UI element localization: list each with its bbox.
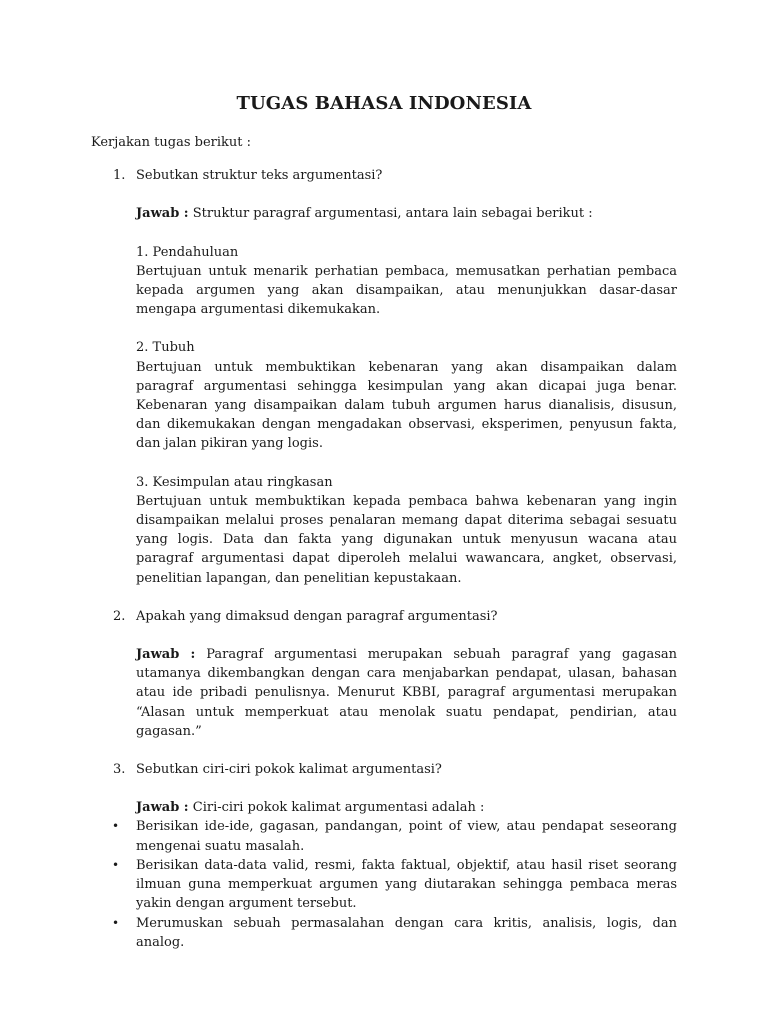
answer-text: Ciri-ciri pokok kalimat argumentasi adalah : [192,800,485,816]
question-item-2 [91,607,677,741]
answer-paragraph [136,645,677,741]
question-item-3 [91,760,677,817]
jawab-label: Jawab : [136,647,196,663]
question-number: 3. [113,762,126,778]
instruction-text: Kerjakan tugas berikut : [91,135,252,150]
question-text: Apakah yang dimaksud dengan paragraf argumentasi? [136,608,498,624]
characteristics-list [91,817,677,951]
point-body: Bertujuan untuk membuktikan kepada pembaca bahwa kebenaran yang ingin disampaikan melalui proses penalaran memang dapat diterima sebagai sesuatu yang logis. Data dan fakta yang digunakan untuk menyusun wacana atau paragraf argumentasi dapat diperoleh melalui wawancara, angket, observasi, penelitian lapangan, dan penelitian kepustakaan. [136,493,677,586]
question-number: 2. [113,608,126,624]
structure-point-1 [136,243,677,320]
point-body: Bertujuan untuk menarik perhatian pembaca, memusatkan perhatian pembaca kepada argumen yang akan disampaikan, atau menunjukkan dasar-dasar mengapa argumentasi dikemukakan. [136,263,677,318]
question-item-1 [91,166,677,588]
list-item [112,914,677,952]
list-item [112,856,677,914]
list-item-text: Berisikan ide-ide, gagasan, pandangan, point of view, atau pendapat seseorang mengenai suatu masalah. [136,819,677,854]
answer-intro [136,798,677,817]
point-heading: 1. Pendahuluan [136,244,239,260]
structure-point-2 [136,338,677,453]
document-title: TUGAS BAHASA INDONESIA [236,93,532,114]
question-number: 1. [113,168,126,184]
jawab-label: Jawab : [136,206,189,222]
answer-text: Paragraf argumentasi merupakan sebuah paragraf yang gagasan utamanya dikembangkan dengan cara menjabarkan pendapat, ulasan, bahasan atau ide pribadi penulisnya. Menurut KBBI, paragraf argumentasi merupakan “Alasan untuk memperkuat atau menolak suatu pendapat, pendirian, atau gagasan.” [136,647,677,739]
structure-point-3 [136,473,677,588]
answer-intro [136,204,677,223]
bullet-icon: • [112,857,120,872]
jawab-label: Jawab : [136,800,189,816]
list-item-text: Merumuskan sebuah permasalahan dengan cara kritis, analisis, logis, dan analog. [136,915,677,950]
question-list [91,166,677,817]
bullet-icon: • [112,915,120,930]
question-text: Sebutkan ciri-ciri pokok kalimat argumentasi? [136,762,442,778]
list-item-text: Berisikan data-data valid, resmi, fakta faktual, objektif, atau hasil riset seorang ilmuan guna memperkuat argumen yang diutarakan sehingga pembaca meras yakin dengan argument tersebut. [136,857,677,912]
point-heading: 2. Tubuh [136,340,195,356]
question-text: Sebutkan struktur teks argumentasi? [136,168,383,184]
point-body: Bertujuan untuk membuktikan kebenaran yang akan disampaikan dalam paragraf argumentasi sehingga kesimpulan yang akan dicapai juga benar. Kebenaran yang disampaikan dalam tubuh argumen harus dianalisis, disusun, dan dikemukakan dengan mengadakan observasi, eksperimen, penyusun fakta, dan jalan pikiran yang logis. [136,359,677,452]
point-heading: 3. Kesimpulan atau ringkasan [136,474,333,490]
answer-text: Struktur paragraf argumentasi, antara lain sebagai berikut : [192,206,593,222]
bullet-icon: • [112,819,120,834]
list-item [112,817,677,855]
